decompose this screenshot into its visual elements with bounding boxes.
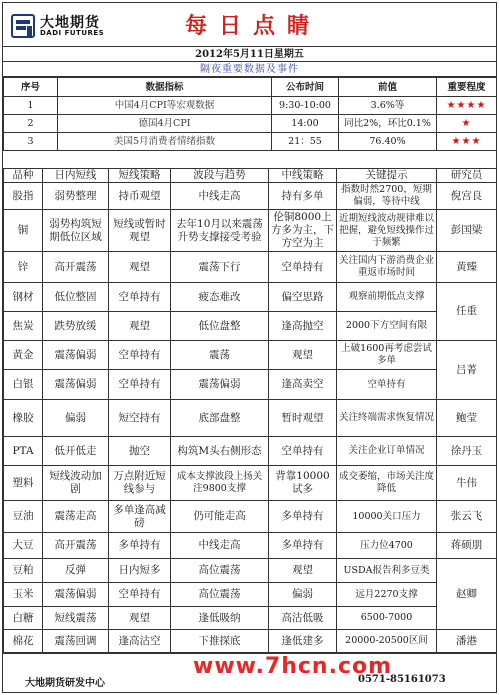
mid-strategy: 观望 [269,341,337,370]
short-strategy: 万点附近短线参与 [109,466,171,501]
macro-prev: 76.40% [339,133,437,151]
macro-data-table [3,77,497,151]
intraday-view: 震荡偏弱 [43,583,109,607]
macro-col-header: 序号 [4,78,58,97]
key-tip: 上破1600再考虑尝试多单 [337,341,437,370]
researcher: 潘港 [437,630,497,653]
intraday-view: 反弹 [43,559,109,583]
researcher: 任重 [437,283,497,341]
intraday-view: 弱势整理 [43,183,109,210]
intraday-view: 震荡回调 [43,630,109,653]
intraday-view: 弱势构筑短期低位区域 [43,210,109,252]
strategy-row [4,370,497,400]
researcher: 张云飞 [437,501,497,533]
short-strategy: 空单持有 [109,341,171,370]
strategy-col-header: 日内短线 [43,169,109,183]
swing-trend: 仍可能走高 [171,501,269,533]
commodity-name: 豆油 [4,501,43,533]
strategy-row [4,559,497,583]
short-strategy: 抛空 [109,437,171,466]
macro-prev: 3.6%等 [339,97,437,115]
intraday-view: 高开震荡 [43,533,109,559]
key-tip: 观察前期低点支撑 [337,283,437,312]
strategy-row [4,312,497,341]
strategy-row [4,283,497,312]
macro-time: 21：55 [272,133,339,151]
intraday-view: 低开低走 [43,437,109,466]
swing-trend: 高位震荡 [171,583,269,607]
strategy-row [4,533,497,559]
commodity-name: 股指 [4,183,43,210]
short-strategy: 短线或暂时观望 [109,210,171,252]
macro-header-row [4,78,497,97]
swing-trend: 去年10月以来震荡升势支撑接受考验 [171,210,269,252]
strategy-row [4,341,497,370]
short-strategy: 日内短多 [109,559,171,583]
intraday-view: 短线波动加剧 [43,466,109,501]
swing-trend: 下推探底 [171,630,269,653]
intraday-view: 短线震荡 [43,607,109,630]
mid-strategy: 偏弱 [269,583,337,607]
importance-stars: ★★★★ [437,97,497,115]
macro-row [4,133,497,151]
commodity-name: PTA [4,437,43,466]
short-strategy: 空单持有 [109,283,171,312]
macro-no: 2 [4,115,58,133]
key-tip: 指数时然2700，短期偏弱，等待中线 [337,183,437,210]
researcher: 牛伟 [437,466,497,501]
mid-strategy: 暂时观望 [269,400,337,437]
researcher: 赵卿 [437,559,497,630]
strategy-row [4,501,497,533]
strategy-row [4,400,497,437]
short-strategy: 观望 [109,607,171,630]
mid-strategy: 伦铜8000上方多为主，下方空为主 [269,210,337,252]
logo-english-text: DADI FUTURES [40,29,105,37]
short-strategy: 持币观望 [109,183,171,210]
intraday-view: 震荡走高 [43,501,109,533]
key-tip: 压力位4700 [337,533,437,559]
strategy-col-header: 关键提示 [337,169,437,183]
strategy-table [3,168,497,653]
commodity-name: 大豆 [4,533,43,559]
key-tip: 成交萎缩，市场关注度降低 [337,466,437,501]
researcher: 鲍莹 [437,400,497,437]
strategy-col-header: 中线策略 [269,169,337,183]
swing-trend: 底部盘整 [171,400,269,437]
watermark-link: www.7hcn.com [193,654,393,679]
swing-trend: 震荡下行 [171,252,269,283]
macro-indicator: 美国5月消费者情绪指数 [58,133,272,151]
key-tip: 空单持有 [337,370,437,400]
intraday-view: 偏弱 [43,400,109,437]
key-tip: 关注国内下游消费企业重返市场时间 [337,252,437,283]
swing-trend: 逢低吸纳 [171,607,269,630]
commodity-name: 白糖 [4,607,43,630]
swing-trend: 构筑M头右侧形态 [171,437,269,466]
company-logo [11,13,141,39]
report-title: 每日点睛 [184,14,321,39]
swing-trend: 低位盘整 [171,312,269,341]
intraday-view: 低位整固 [43,283,109,312]
strategy-row [4,630,497,653]
report-sheet [2,2,497,693]
logo-chinese-text: 大地期货 [40,15,100,31]
strategy-row [4,607,497,630]
mid-strategy: 逢高抛空 [269,312,337,341]
swing-trend: 成本支撑波段上扬关注9800支撑 [171,466,269,501]
short-strategy: 多单持有 [109,533,171,559]
swing-trend: 中线走高 [171,533,269,559]
macro-col-header: 公布时间 [272,78,339,97]
intraday-view: 震荡偏弱 [43,370,109,400]
mid-strategy: 逢高卖空 [269,370,337,400]
strategy-row [4,583,497,607]
key-tip: 关注终端需求恢复情况 [337,400,437,437]
macro-indicator: 德国4月CPI [58,115,272,133]
commodity-name: 锌 [4,252,43,283]
commodity-name: 黄金 [4,341,43,370]
short-strategy: 空单持有 [109,370,171,400]
key-tip: USDA报告利多豆类 [337,559,437,583]
strategy-col-header: 品种 [4,169,43,183]
swing-trend: 中线走高 [171,183,269,210]
commodity-name: 塑料 [4,466,43,501]
strategy-row [4,183,497,210]
key-tip: 2000下方空间有限 [337,312,437,341]
macro-indicator: 中国4月CPI等宏观数据 [58,97,272,115]
report-footer [3,653,496,692]
short-strategy: 短空持有 [109,400,171,437]
report-header [3,3,496,47]
macro-time: 14:00 [272,115,339,133]
mid-strategy: 持有多单 [269,183,337,210]
mid-strategy: 高沽低吸 [269,607,337,630]
macro-no: 1 [4,97,58,115]
key-tip: 近期短线波动规律难以把握，避免短线操作过于频繁 [337,210,437,252]
commodity-name: 铜 [4,210,43,252]
mid-strategy: 背靠10000试多 [269,466,337,501]
swing-trend: 疲态难改 [171,283,269,312]
researcher: 徐丹玉 [437,437,497,466]
macro-prev: 同比2%，环比0.1% [339,115,437,133]
mid-strategy: 空单持有 [269,437,337,466]
report-date: 2012年5月11日星期五 [3,47,496,62]
researcher: 彭国梁 [437,210,497,252]
macro-col-header: 重要程度 [437,78,497,97]
strategy-col-header: 波段与趋势 [171,169,269,183]
section-subtitle: 隔夜重要数据及事件 [3,62,496,77]
swing-trend: 震荡偏弱 [171,370,269,400]
strategy-row [4,437,497,466]
researcher: 吕菁 [437,341,497,400]
commodity-name: 玉米 [4,583,43,607]
macro-row [4,115,497,133]
intraday-view: 跌势放缓 [43,312,109,341]
mid-strategy: 逢低建多 [269,630,337,653]
key-tip: 20000-20500区间 [337,630,437,653]
key-tip: 10000关口压力 [337,501,437,533]
mid-strategy: 多单持有 [269,533,337,559]
intraday-view: 高开震荡 [43,252,109,283]
mid-strategy: 偏空思路 [269,283,337,312]
short-strategy: 观望 [109,312,171,341]
macro-col-header: 数据指标 [58,78,272,97]
short-strategy: 空单持有 [109,583,171,607]
strategy-row [4,466,497,501]
commodity-name: 棉花 [4,630,43,653]
commodity-name: 橡胶 [4,400,43,437]
mid-strategy: 观望 [269,559,337,583]
strategy-row [4,252,497,283]
commodity-name: 钢材 [4,283,43,312]
researcher: 倪宫良 [437,183,497,210]
researcher: 蒋硕朋 [437,533,497,559]
key-tip: 关注企业订单情况 [337,437,437,466]
footer-phone: 0571-85161073 [358,674,446,685]
footer-department: 大地期货研发中心 [25,678,105,689]
commodity-name: 白银 [4,370,43,400]
short-strategy: 多单逢高减磅 [109,501,171,533]
mid-strategy: 空单持有 [269,252,337,283]
researcher: 黄臻 [437,252,497,283]
importance-stars: ★★★ [437,133,497,151]
importance-stars: ★ [437,115,497,133]
macro-no: 3 [4,133,58,151]
swing-trend: 震荡 [171,341,269,370]
short-strategy: 逢高沽空 [109,630,171,653]
key-tip: 6500-7000 [337,607,437,630]
strategy-row [4,210,497,252]
strategy-col-header: 研究员 [437,169,497,183]
macro-col-header: 前值 [339,78,437,97]
commodity-name: 焦炭 [4,312,43,341]
strategy-header-row [4,169,497,183]
strategy-col-header: 短线策略 [109,169,171,183]
intraday-view: 震荡偏弱 [43,341,109,370]
swing-trend: 高位震荡 [171,559,269,583]
short-strategy: 观望 [109,252,171,283]
macro-row [4,97,497,115]
commodity-name: 豆粕 [4,559,43,583]
mid-strategy: 多单持有 [269,501,337,533]
logo-mark-icon [11,14,35,38]
macro-time: 9:30-10:00 [272,97,339,115]
key-tip: 远月2270支撑 [337,583,437,607]
